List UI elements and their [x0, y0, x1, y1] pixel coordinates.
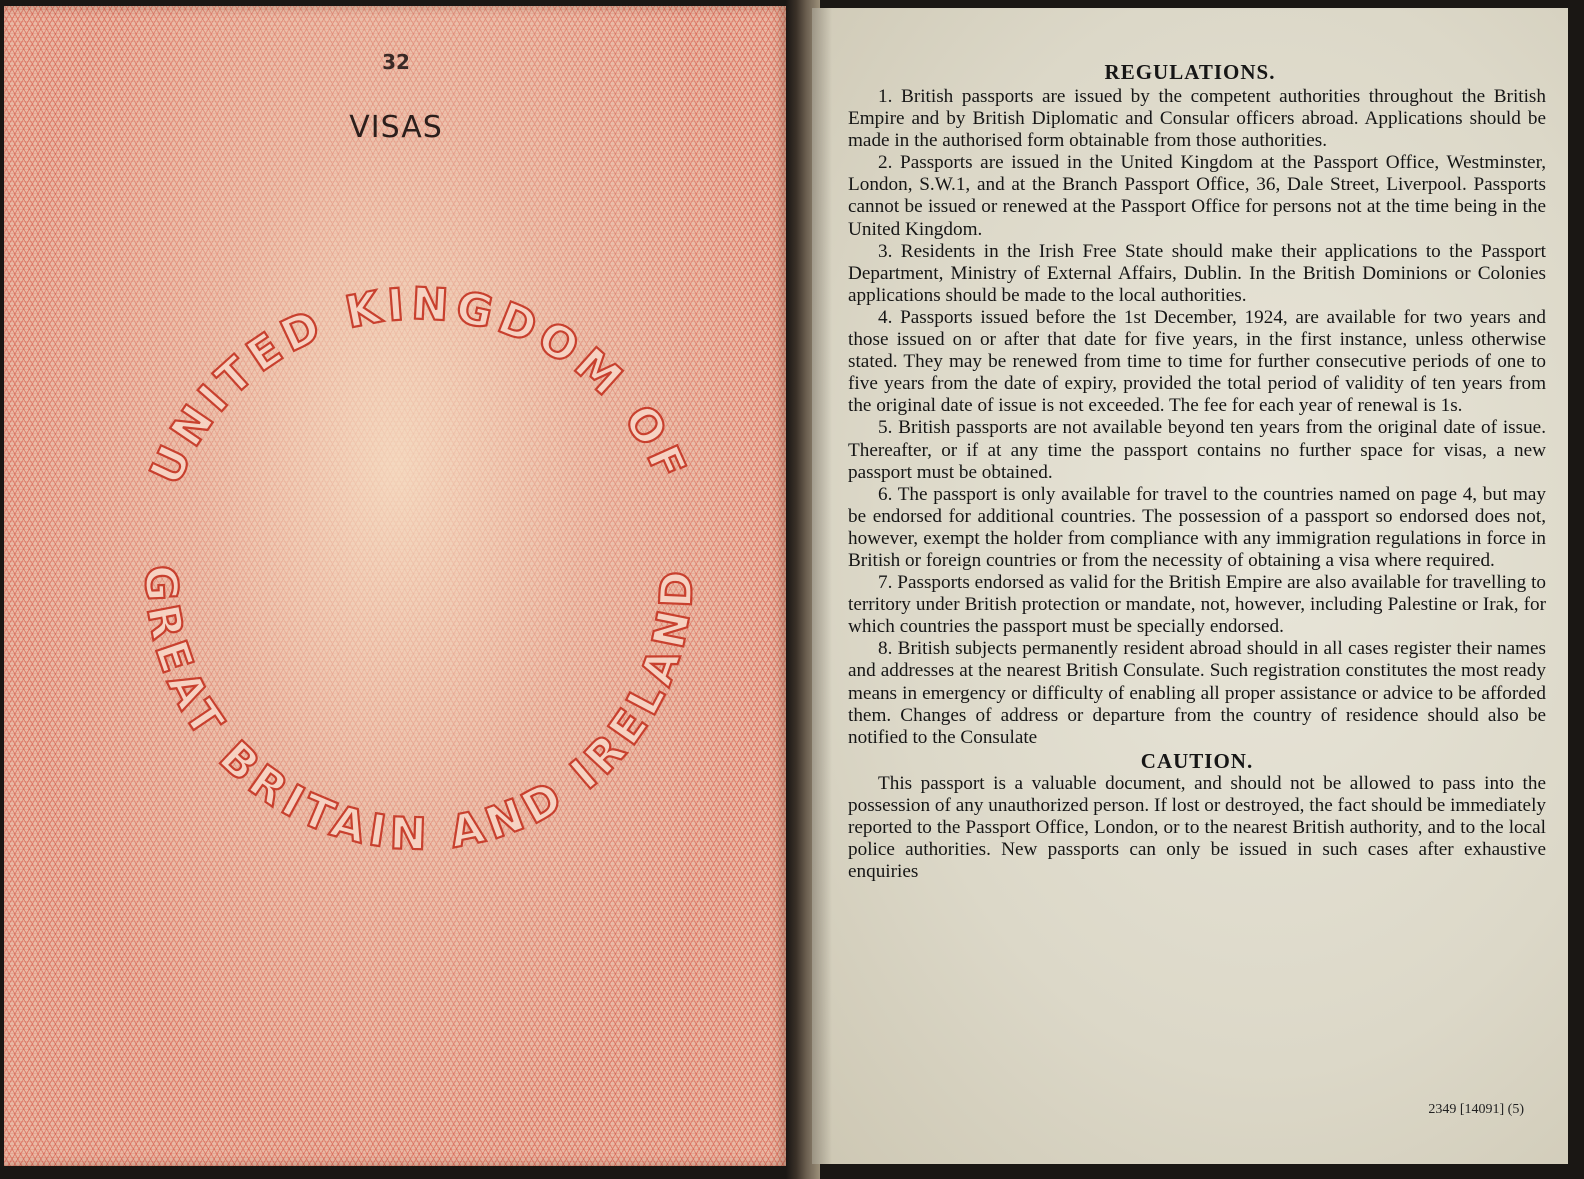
visa-page	[4, 6, 788, 1166]
seal-text-bottom: GREAT BRITAIN AND IRELAND	[134, 564, 704, 861]
regulation-paragraph: 2. Passports are issued in the United Kingdom at the Passport Office, Westminster, London, S.W.1, and at the Branch Passport Office, 36, Dale Street, Liverpool. Passports cannot be issued or renewed at the Passport Office for persons not at the time being in the United Kingdom.	[848, 152, 1546, 240]
caution-text: This passport is a valuable document, and should not be allowed to pass into the possession of any unauthorized person. If lost or destroyed, the fact should be immediately reported to the Passport Office, London, or to the nearest British authority, and to the local police authorities. New passports can only be issued in such cases after exhaustive enquiries	[848, 772, 1546, 883]
regulation-paragraph: 1. British passports are issued by the competent authorities throughout the British Empire and by British Diplomatic and Consular officers abroad. Applications should be made in the authorised form obtainable from those authorities.	[848, 86, 1546, 152]
regulation-paragraph: 6. The passport is only available for travel to the countries named on page 4, but may be endorsed for additional countries. The possession of a passport so endorsed does not, however, exempt the holder from compliance with any immigration regulations in force in British or foreign countries or from the necessity of obtaining a visa where required.	[848, 483, 1546, 571]
page-edge-shadow	[812, 8, 832, 1164]
caution-title: CAUTION.	[1140, 748, 1254, 773]
visas-heading: VISAS	[349, 110, 443, 145]
regulation-paragraph: 5. British passports are not available beyond ten years from the original date of issue. Thereafter, or if at any time the passport contains no further space for visas, a new passport must be obtained.	[848, 417, 1546, 483]
regulations-page	[812, 8, 1568, 1164]
form-code: 2349 [14091] (5)	[1428, 1102, 1524, 1117]
regulation-paragraph: 7. Passports endorsed as valid for the British Empire are also available for travelling to territory under British protection or mandate, not, however, including Palestine or Irak, for which countries the passport must be specially endorsed.	[848, 572, 1546, 638]
regulation-paragraph: 3. Residents in the Irish Free State should make their applications to the Passport Department, Ministry of External Affairs, Dublin. In the British Dominions or Colonies applications should be made to the local authorities.	[848, 240, 1546, 306]
seal-text-top: UNITED KINGDOM OF	[140, 278, 698, 493]
regulations-title: REGULATIONS.	[1104, 60, 1276, 84]
regulations-body	[848, 86, 1546, 883]
page-number: 32	[382, 50, 410, 74]
royal-seal	[124, 276, 714, 896]
regulation-paragraph: 8. British subjects permanently resident abroad should in all cases register their names and addresses at the nearest British Consulate. Such registration constitutes the most ready means in emergency or difficulty of enabling all proper assistance or advice to be afforded them. Changes of address or departure from the country of residence should also be notified to the Consulate	[848, 638, 1546, 748]
regulation-paragraph: 4. Passports issued before the 1st December, 1924, are available for two years and those issued on or after that date for five years, in the first instance, unless otherwise stated. They may be renewed from time to time for further consecutive periods of one to five years from the date of expiry, provided the total period of validity of ten years from the original date of issue is not exceeded. The fee for each year of renewal is 1s.	[848, 306, 1546, 417]
